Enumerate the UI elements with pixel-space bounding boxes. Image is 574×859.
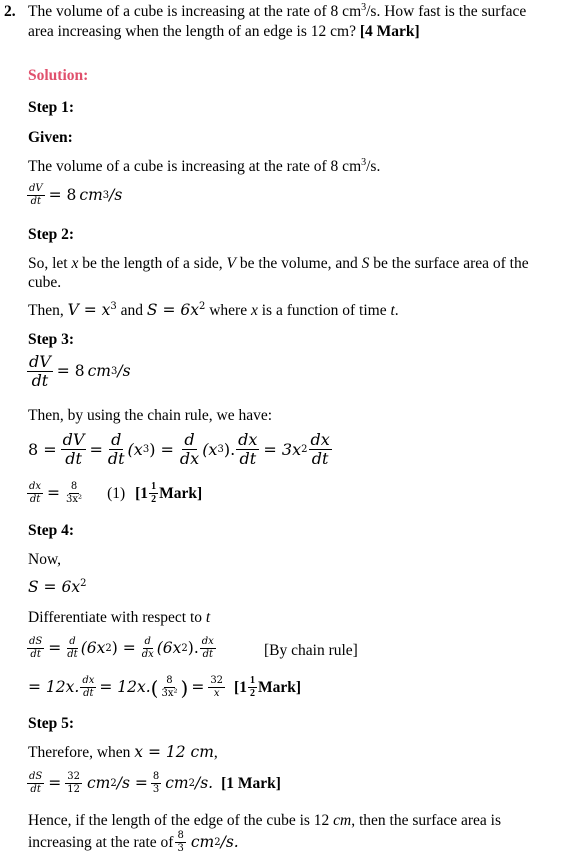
differentiate-text: Differentiate with respect to t — [28, 609, 211, 626]
given-text: The volume of a cube is increasing at the rate of 8 $cm^3/s$. — [28, 156, 381, 175]
step-3-rate-equation: $\frac{dV}{dt}$ = 8 cm 3 /s — [29, 352, 131, 390]
chain-rule-text: Then, by using the chain rule, we have: — [28, 407, 273, 424]
step-4-heading: Step 4: — [28, 522, 75, 539]
step-2-heading: Step 2: — [28, 226, 75, 243]
step-2-line-3: Then, $V = x^3$ and $S = 6x^2$ where x is a function of time t. — [28, 300, 399, 319]
ds-dt-substitution: = 12x. $\frac{dx}{dt}$ = 12x. ( $\frac{8}{\text{3x²}}$ ) = $\frac{32}{x}$ [1 $\frac{1}{2}$ Mark] — [28, 675, 302, 700]
step-1-heading: Step 1: — [28, 99, 75, 116]
given-heading: Given: — [28, 129, 73, 146]
step-2-line-2: cube. — [28, 274, 62, 291]
mark-step-3: [1 — [135, 484, 149, 502]
chain-rule-equation: 8 = $\frac{dV}{dt}$ = $\frac{d}{dt}$ (x 3 ) = $\frac{d}{dx}$ (x 3 ). $\frac{dx}{dt}$ = 3x 2 $\frac{dx}{dt}$ — [28, 430, 330, 468]
mark-step-4: [1 — [234, 678, 247, 696]
question-line-2: area increasing when the length of an edge is 12 cm? [4 Mark] — [28, 23, 420, 40]
step-5-heading: Step 5: — [28, 715, 75, 732]
mark-step-5: [1 Mark] — [221, 774, 281, 792]
step-4-now: Now, — [28, 551, 62, 568]
dx-dt-result: $\frac{dx}{dt}$ = $\frac{8}{\text{3x²}}$ (1) [1 $\frac{1}{2}$ Mark] — [29, 481, 203, 505]
conclusion-line-1: Hence, if the length of the edge of the cube is 12 cm, then the surface area is — [28, 812, 501, 829]
given-equation: $\frac{dV}{dt}$ = 8 cm 3 /s — [29, 183, 123, 207]
step-5-line-1: Therefore, when x = 12 cm, — [28, 743, 218, 761]
step-2-line-1: So, let x be the length of a side, V be the volume, and S be the surface area of the — [28, 255, 529, 272]
question-marks: [4 Mark] — [359, 23, 420, 40]
final-rate-equation: $\frac{dS}{dt}$ = $\frac{32}{12}$ cm 2 /s = $\frac{8}{3}$ cm 2 /s. [1 Mark] — [29, 771, 281, 795]
step-3-heading: Step 3: — [28, 331, 75, 348]
question-number: 2. — [4, 3, 16, 20]
solution-label: Solution: — [28, 67, 89, 84]
ds-dt-equation: $\frac{dS}{dt}$ = $\frac{d}{dt}$ (6x 2 ) = $\frac{d}{dx}$ (6x 2 ). $\frac{dx}{dt}$ — [29, 636, 214, 660]
step-4-surface-equation: $S = 6x^2$ — [28, 577, 87, 596]
conclusion-line-2: increasing at the rate of $\frac{8}{3}$ cm 2 /s. — [28, 830, 239, 854]
question-line-1: The volume of a cube is increasing at the rate of 8 $cm^3/s$. How fast is the surface — [28, 1, 527, 20]
chain-rule-note: [By chain rule] — [264, 642, 358, 659]
